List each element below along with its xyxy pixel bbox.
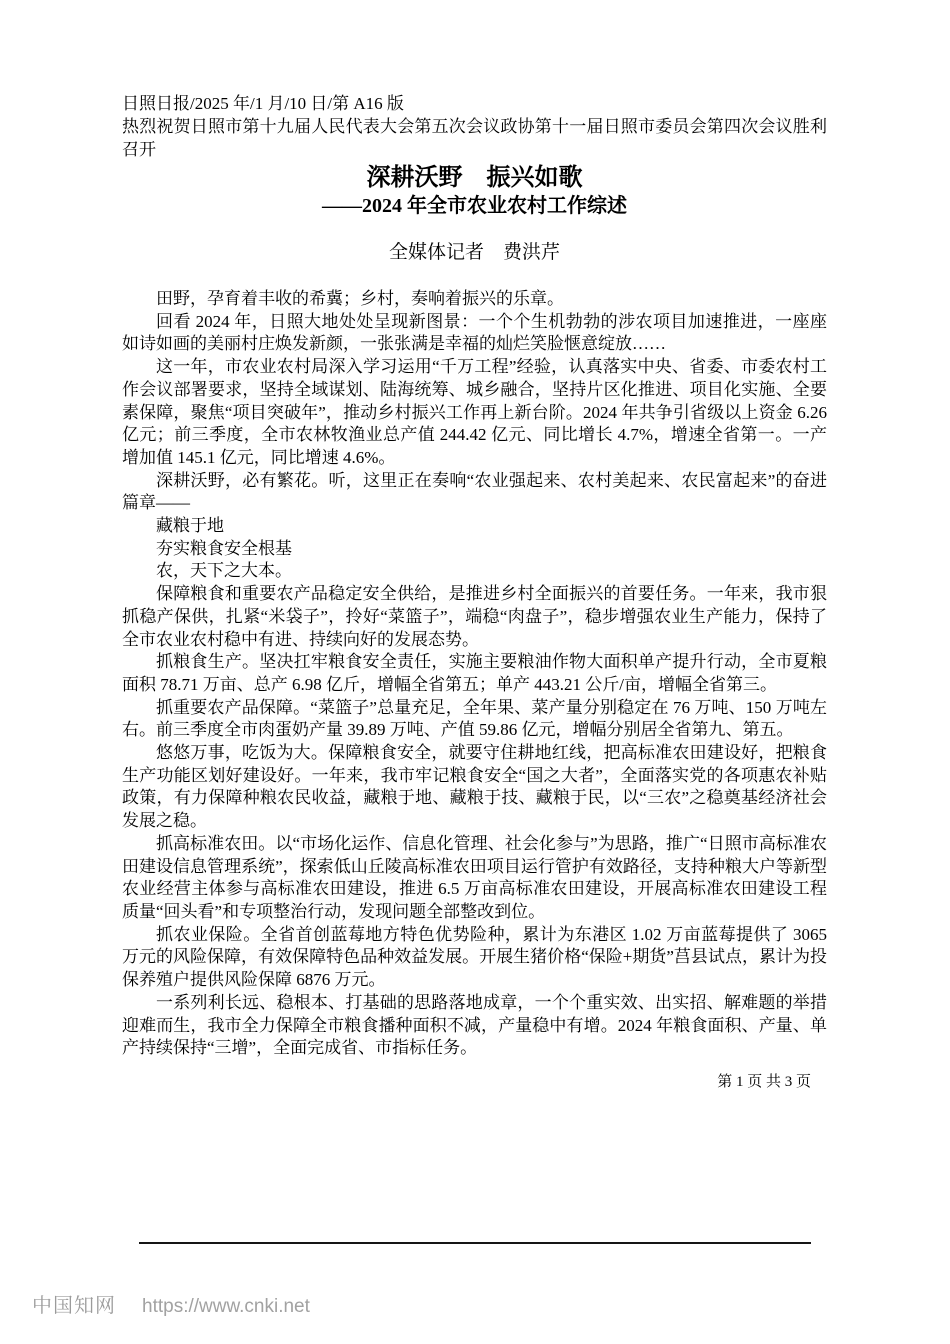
body-paragraph: 抓重要农产品保障。“菜篮子”总量充足，全年果、菜产量分别稳定在 76 万吨、150 万吨左右。前三季度全市肉蛋奶产量 39.89 万吨、产值 59.86 亿元，增幅分别居全省第九、第五。 [122,697,827,740]
article-content [122,92,827,1093]
body-paragraph: 回看 2024 年，日照大地处处呈现新图景：一个个生机勃勃的涉农项目加速推进，一座座如诗如画的美丽村庄焕发新颜，一张张满是幸福的灿烂笑脸惬意绽放…… [122,311,827,354]
page-number: 第 1 页 共 3 页 [717,1073,811,1090]
body-paragraph: 悠悠万事，吃饭为大。保障粮食安全，就要守住耕地红线，把高标准农田建设好，把粮食生产功能区划好建设好。一年来，我市牢记粮食安全“国之大者”，全面落实党的各项惠农补贴政策，有力保障种粮农民收益，藏粮于地、藏粮于技、藏粮于民，以“三农”之稳奠基经济社会发展之稳。 [122,743,827,831]
body-paragraph: 这一年，市农业农村局深入学习运用“千万工程”经验，认真落实中央、省委、市委农村工作会议部署要求，坚持全域谋划、陆海统筹、城乡融合，坚持片区化推进、项目化实施、全要素保障，聚焦“项目突破年”，推动乡村振兴工作再上新台阶。2024 年共争引省级以上资金 6.26 亿元；前三季度，全市农林牧渔业总产值 244.42 亿元、同比增长 4.7%，增速全省第一。一产增加值 145.1 亿元，同比增速 4.6%。 [122,357,827,467]
body-paragraph: 抓粮食生产。坚决扛牢粮食安全责任，实施主要粮油作物大面积单产提升行动，全市夏粮面积 78.71 万亩、总产 6.98 亿斤，增幅全省第五；单产 443.21 公斤/亩，增幅全省第三。 [122,652,827,694]
doc-source-line: 日照日报/2025 年/1 月/10 日/第 A16 版 [122,94,404,113]
cnki-brand-logo: 中国知网 [32,1295,116,1317]
footer-divider [139,1242,811,1244]
article-title: 深耕沃野 振兴如歌 [366,165,583,191]
body-paragraph: 田野，孕育着丰收的希冀；乡村，奏响着振兴的乐章。 [156,289,564,308]
body-paragraph: 保障粮食和重要农产品稳定安全供给，是推进乡村全面振兴的首要任务。一年来，我市狠抓稳产保供，扎紧“米袋子”，拎好“菜篮子”，端稳“肉盘子”，稳步增强农业生产能力，保持了全市农业农村稳中有进、持续向好的发展态势。 [122,584,827,649]
article-body [122,288,827,1060]
cnki-url-link[interactable]: https://www.cnki.net [142,1296,310,1317]
body-paragraph: 抓高标准农田。以“市场化运作、信息化管理、社会化参与”为思路，推广“日照市高标准农田建设信息管理系统”，探索低山丘陵高标准农田项目运行管护有效路径，支持种粮大户等新型农业经营主体参与高标准农田建设，推进 6.5 万亩高标准农田建设，开展高标准农田建设工程质量“回头看”和专项整治行动，发现问题全部整改到位。 [122,833,827,921]
body-paragraph: 夯实粮食安全根基 [156,538,292,558]
article-byline: 全媒体记者 费洪芹 [388,242,560,263]
watermark [32,1289,310,1318]
body-paragraph: 深耕沃野，必有繁花。听，这里正在奏响“农业强起来、农村美起来、农民富起来”的奋进篇章—— [122,470,827,513]
body-paragraph: 藏粮于地 [156,516,224,536]
doc-context-line: 热烈祝贺日照市第十九届人民代表大会第五次会议政协第十一届日照市委员会第四次会议胜利召开 [122,117,827,159]
body-paragraph: 抓农业保险。全省首创蓝莓地方特色优势险种，累计为东港区 1.02 万亩蓝莓提供了 3065 万元的风险保障，有效保障特色品种效益发展。开展生猪价格“保险+期货”莒县试点，累计为投保养殖户提供风险保障 6876 万元。 [122,924,827,990]
article-subtitle: ——2024 年全市农业农村工作综述 [322,195,627,217]
body-paragraph: 农，天下之大本。 [156,561,292,581]
body-paragraph: 一系列利长远、稳根本、打基础的思路落地成章，一个个重实效、出实招、解难题的举措迎难而生，我市全力保障全市粮食播种面积不减，产量稳中有增。2024 年粮食面积、产量、单产持续保持“三增”，全面完成省、市指标任务。 [122,992,827,1058]
